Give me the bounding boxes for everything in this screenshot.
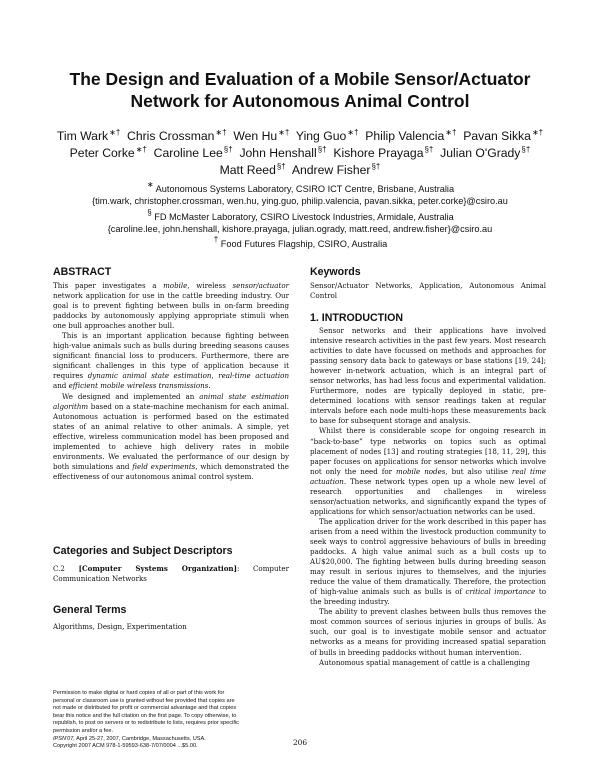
categories-body: C.2 [Computer Systems Organization]: Computer Communication Networks xyxy=(53,564,289,584)
categories-heading: Categories and Subject Descriptors xyxy=(53,545,233,557)
author-affiliation-mark: §† xyxy=(424,145,434,154)
paper-title xyxy=(40,68,560,112)
affiliation-1 xyxy=(40,180,560,207)
author-name: Caroline Lee xyxy=(153,146,223,160)
affiliation-emails: {caroline.lee, john.henshall, kishore.prayaga, julian.ogrady, matt.reed, andrew.fisher}@csiro.au xyxy=(107,224,493,234)
author-name: Julian O'Grady xyxy=(440,146,521,160)
intro-paragraph: Sensor networks and their applications have involved intensive research activities in the past few years. Most research activities to date have focussed on methods and approaches for passing sensory data back to gateways or base stations [19, 24]; however in-network actuation, which is an integral part of sensor networks, has had less focus and experimental validation. Furthermore, nodes are typically deployed in static, pre-determined locations with sensor readings taken at regular intervals before each node multi-hops these measurements back to base for subsequent storage and analysis. xyxy=(310,326,546,426)
author-affiliation-mark: ∗† xyxy=(278,128,290,137)
general-terms-heading: General Terms xyxy=(53,604,127,616)
author-affiliation-mark: ∗† xyxy=(109,128,121,137)
author-affiliation-mark: ∗† xyxy=(215,128,227,137)
affiliation-emails: {tim.wark, christopher.crossman, wen.hu, ying.guo, philip.valencia, pavan.sikka, peter.corke}@csiro.au xyxy=(92,196,508,206)
author-row-3 xyxy=(40,162,560,179)
affiliation-mark: § xyxy=(147,208,152,217)
author-name: Pavan Sikka xyxy=(463,129,531,143)
author-name: Andrew Fisher xyxy=(291,163,371,177)
affiliation-name: Autonomous Systems Laboratory, CSIRO ICT Centre, Brisbane, Australia xyxy=(155,184,455,194)
author-affiliation-mark: ∗† xyxy=(531,128,544,137)
affiliation-name: FD McMaster Laboratory, CSIRO Livestock Industries, Armidale, Australia xyxy=(154,212,454,222)
author-affiliation-mark: ∗† xyxy=(347,128,359,137)
affiliation-2 xyxy=(40,208,560,235)
affiliation-mark: ∗ xyxy=(146,180,154,189)
page-number: 206 xyxy=(292,738,308,747)
intro-paragraph: Autonomous spatial management of cattle is a challenging xyxy=(319,657,530,667)
author-name: John Henshall xyxy=(239,146,317,160)
intro-paragraph: Whilst there is considerable scope for ongoing research in “back-to-base” type networks on topics such as optimal placement of nodes [13] and routing strategies [18, 11, 29], this paper focuses on applications for sensor networks which involve not only the need for mobile nodes, but also utilise real time actuation. These network types open up a whole new level of research opportunities and challenges in wireless sensor/actuation networks, and significantly expand the types of applications for which sensor/actuation networks can be used. xyxy=(310,426,547,516)
affiliation-mark: † xyxy=(213,235,219,244)
author-affiliation-mark: §† xyxy=(223,145,233,154)
introduction-heading: 1. INTRODUCTION xyxy=(310,312,403,324)
author-row-1 xyxy=(40,128,560,145)
title-line-1: The Design and Evaluation of a Mobile Sensor/Actuator xyxy=(69,69,531,89)
intro-paragraph: The application driver for the work described in this paper has arisen from a need within the livestock production community to seek ways to control aggressive behaviours of bulls in breeding paddocks. A high value animal such as a bull costs up to AU$20,000. The fighting between bulls during breeding season may result in serious injures to themselves, and the injuries reduce the value of them dramatically. Therefore, the protection of high-value animals such as bulls is of critical importance to the breeding industry. xyxy=(310,516,546,607)
author-name: Tim Wark xyxy=(56,129,109,143)
general-terms-body: Algorithms, Design, Experimentation xyxy=(53,622,187,631)
author-affiliation-mark: §† xyxy=(317,145,327,154)
author-affiliation-mark: §† xyxy=(521,145,531,154)
introduction-body xyxy=(310,326,546,668)
title-line-2: Network for Autonomous Animal Control xyxy=(130,91,470,111)
author-affiliation-mark: ∗† xyxy=(445,128,457,137)
intro-paragraph: The ability to prevent clashes between bulls thus removes the most common sources of serious injuries in groups of bulls. As such, our goal is to investigate mobile sensor and actuator networks as a means for providing increased spatial separation of bulls in breeding paddocks without human intervention. xyxy=(310,607,546,657)
keywords-heading: Keywords xyxy=(310,266,361,278)
author-affiliation-mark: §† xyxy=(276,162,286,171)
affiliation-3 xyxy=(40,235,560,250)
author-name: Philip Valencia xyxy=(365,129,445,143)
permission-notice: Permission to make digital or hard copies of all or part of this work for personal or classroom use is granted without fee provided that copies are not made or distributed for profit or commercial advantage and that copies bear this notice and the full citation on the first page. To copy otherwise, to republish, to post on servers or to redistribute to lists, requires prior specific permission and/or a fee. IPSN'07, April 25-27, 2007, Cambridge, Massachusetts, USA. Copyright 2007 ACM 978-1-59593-638-7/07/0004 ...$5.00. xyxy=(53,690,239,750)
abstract-paragraph: This is an important application because fighting between high-value animals such as bulls during breeding seasons causes significant financial loss to producers. Furthermore, there are significant challenges in this type of application because it requires dynamic animal state estimation, real-time actuation and efficient mobile wireless transmissions. xyxy=(53,331,290,391)
abstract-paragraph: This paper investigates a mobile, wireless sensor/actuator network application for use in the cattle breeding industry. Our goal is to prevent fighting between bulls in on-farm breeding paddocks by autonomously applying appropriate stimuli when one bull approaches another bull. xyxy=(53,281,289,331)
keywords-body: Sensor/Actuator Networks, Application, Autonomous Animal Control xyxy=(310,281,546,301)
author-affiliation-mark: §† xyxy=(371,162,381,171)
author-name: Wen Hu xyxy=(233,129,278,143)
author-affiliation-mark: ∗† xyxy=(135,145,147,154)
author-name: Chris Crossman xyxy=(127,129,215,143)
author-list xyxy=(40,128,560,179)
author-row-2 xyxy=(40,145,560,162)
author-name: Peter Corke xyxy=(69,146,135,160)
abstract-paragraph: We designed and implemented an animal state estimation algorithm based on a state-machine mechanism for each animal. Autonomous actuation is performed based on the estimated states of an animal relative to other animals. A simple, yet effective, wireless communication model has been proposed and implemented to achieve high delivery rates in mobile environments. We evaluated the performance of our design by both simulations and field experiments, which demonstrated the effectiveness of our autonomous animal control system. xyxy=(53,391,290,481)
author-name: Kishore Prayaga xyxy=(333,146,424,160)
abstract-heading: ABSTRACT xyxy=(53,266,112,278)
affiliation-name: Food Futures Flagship, CSIRO, Australia xyxy=(220,239,388,249)
author-name: Matt Reed xyxy=(219,163,276,177)
abstract-body xyxy=(53,281,289,482)
author-name: Ying Guo xyxy=(295,129,347,143)
